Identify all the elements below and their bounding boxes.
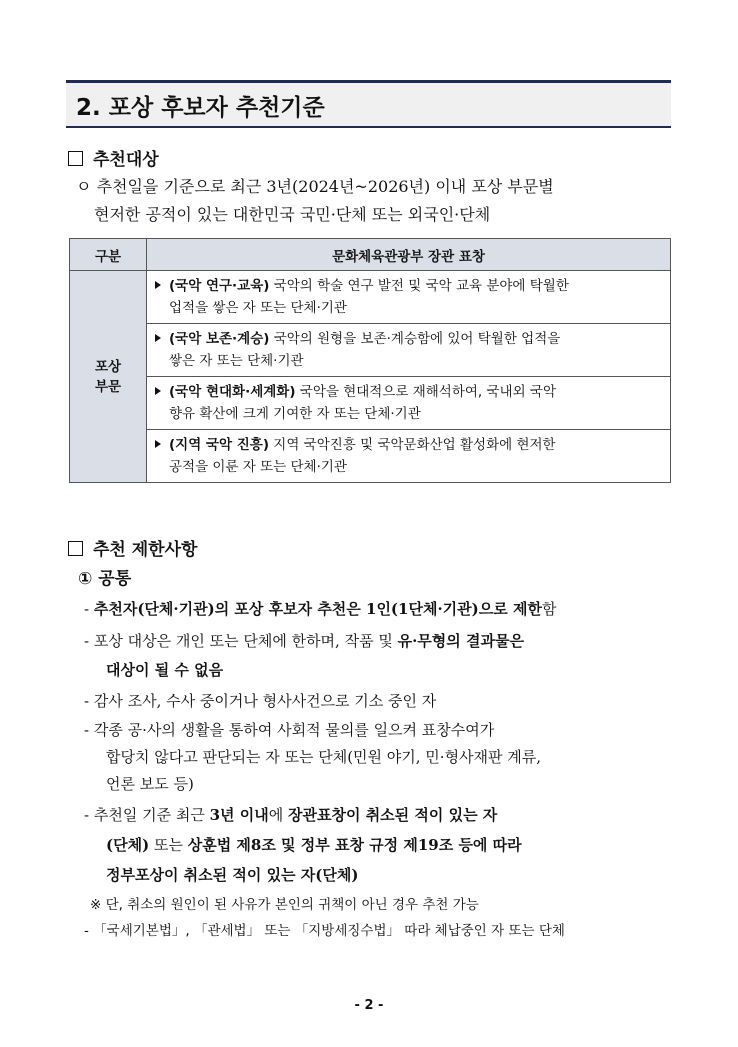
dash-bullet: - <box>84 600 90 618</box>
restriction-item-4-cont-1: 합당치 않다고 판단되는 자 또는 단체(민원 야기, 민·형사재판 계류, <box>106 748 542 766</box>
table-item <box>147 377 671 430</box>
item-text: 각종 공·사의 생활을 통하여 사회적 물의를 일으켜 표창수여가 <box>93 721 495 739</box>
restriction-item-1 <box>84 598 556 620</box>
restriction-item-4-cont-2: 언론 보도 등) <box>106 775 194 793</box>
table-row <box>70 271 671 324</box>
item-text: 또는 <box>149 836 188 854</box>
restriction-item-5-cont-1 <box>106 834 522 856</box>
item-text: 함 <box>541 600 557 618</box>
item-text: 국악의 학술 연구 발전 및 국악 교육 분야에 탁월한 <box>269 278 569 294</box>
title-underline <box>66 126 671 128</box>
target-line-1 <box>76 176 554 198</box>
item-bold-text: (단체) <box>106 836 150 854</box>
item-text: 국악을 현대적으로 재해석하여, 국내외 국악 <box>295 384 556 400</box>
item-text-cont: 쌓은 자 또는 단체·기관 <box>169 353 304 369</box>
dash-bullet: - <box>84 923 89 939</box>
table-row <box>70 324 671 377</box>
table-item <box>147 271 671 324</box>
dash-bullet: - <box>84 721 90 739</box>
triangle-bullet-icon <box>155 281 161 289</box>
section-title-bar <box>66 80 671 126</box>
item-text: 국악의 원형을 보존·계승함에 있어 탁월한 업적을 <box>269 331 561 347</box>
category-cell <box>70 271 147 483</box>
item-text: 포상 대상은 개인 또는 단체에 한하며, 작품 및 <box>93 632 398 650</box>
item-heading: (국악 보존·계승) <box>169 331 270 347</box>
category-label-1: 포상 <box>94 358 122 375</box>
page-title: 2. 포상 후보자 추천기준 <box>76 95 325 121</box>
section-heading-text: 추천 제한사항 <box>93 540 198 560</box>
dash-bullet: - <box>84 806 90 824</box>
checkbox-square-icon <box>68 541 83 556</box>
item-text: 추천일 기준 최근 <box>93 806 210 824</box>
item-text-cont: 업적을 쌓은 자 또는 단체·기관 <box>169 300 347 316</box>
restriction-item-3 <box>84 690 436 712</box>
restriction-item-5-cont-2: 정부포상이 취소된 적이 있는 자(단체) <box>106 866 359 884</box>
table-header-row <box>70 239 671 271</box>
item-heading: (지역 국악 진흥) <box>169 437 269 453</box>
item-text: 「국세기본법」, 「관세법」 또는 「지방세징수법」 따라 체납중인 자 또는 단체 <box>93 923 565 939</box>
dash-bullet: - <box>84 632 90 650</box>
item-text: 감사 조사, 수사 중이거나 형사사건으로 기소 중인 자 <box>93 692 437 710</box>
item-heading: (국악 현대화·세계화) <box>169 384 296 400</box>
table-row <box>70 377 671 430</box>
item-bold-text: 추천자(단체·기관)의 포상 후보자 추천은 1인(1단체·기관)으로 제한 <box>93 600 542 618</box>
item-bold-text: 상훈법 제8조 및 정부 표창 규정 제19조 등에 따라 <box>187 836 522 854</box>
restriction-item-4 <box>84 719 494 741</box>
section-heading-text: 추천대상 <box>93 150 159 170</box>
item-text-cont: 공적을 이룬 자 또는 단체·기관 <box>169 459 347 475</box>
triangle-bullet-icon <box>155 334 161 342</box>
table-header-category: 구분 <box>70 239 147 271</box>
award-category-table <box>69 238 671 483</box>
restriction-item-2-cont: 대상이 될 수 없음 <box>106 661 224 679</box>
target-line-2: 현저한 공적이 있는 대한민국 국민·단체 또는 외국인·단체 <box>94 205 491 224</box>
table-header-award: 문화체육관광부 장관 표창 <box>147 239 671 271</box>
triangle-bullet-icon <box>155 387 161 395</box>
item-heading: (국악 연구·교육) <box>169 278 270 294</box>
checkbox-square-icon <box>68 151 83 166</box>
item-text: 에 <box>268 806 289 824</box>
target-text-1: 추천일을 기준으로 최근 3년(2024년~2026년) 이내 포상 부문별 <box>96 177 554 196</box>
item-bold-text: 장관표창이 취소된 적이 있는 자 <box>288 806 498 824</box>
section-heading-recommend-target <box>68 145 159 170</box>
restriction-item-6 <box>84 920 565 942</box>
item-bold-text: 3년 이내 <box>209 806 269 824</box>
page-number: - 2 - <box>354 998 384 1013</box>
item-bold-text: 유·무형의 결과물은 <box>397 632 524 650</box>
table-item <box>147 430 671 483</box>
category-label-2: 부문 <box>94 378 122 395</box>
dash-bullet: - <box>84 692 90 710</box>
bullet-mark: ㅇ <box>76 177 92 196</box>
triangle-bullet-icon <box>155 440 161 448</box>
sub-heading-common: ① 공통 <box>78 569 132 589</box>
item-text-cont: 향유 확산에 크게 기여한 자 또는 단체·기관 <box>169 406 421 422</box>
section-heading-restrictions <box>68 535 197 560</box>
table-row <box>70 430 671 483</box>
table-item <box>147 324 671 377</box>
restriction-item-5 <box>84 804 497 826</box>
exception-note: ※ 단, 취소의 원인이 된 사유가 본인의 귀책이 아닌 경우 추천 가능 <box>90 897 479 913</box>
restriction-item-2 <box>84 630 524 652</box>
item-text: 지역 국악진흥 및 국악문화산업 활성화에 현저한 <box>269 437 556 453</box>
